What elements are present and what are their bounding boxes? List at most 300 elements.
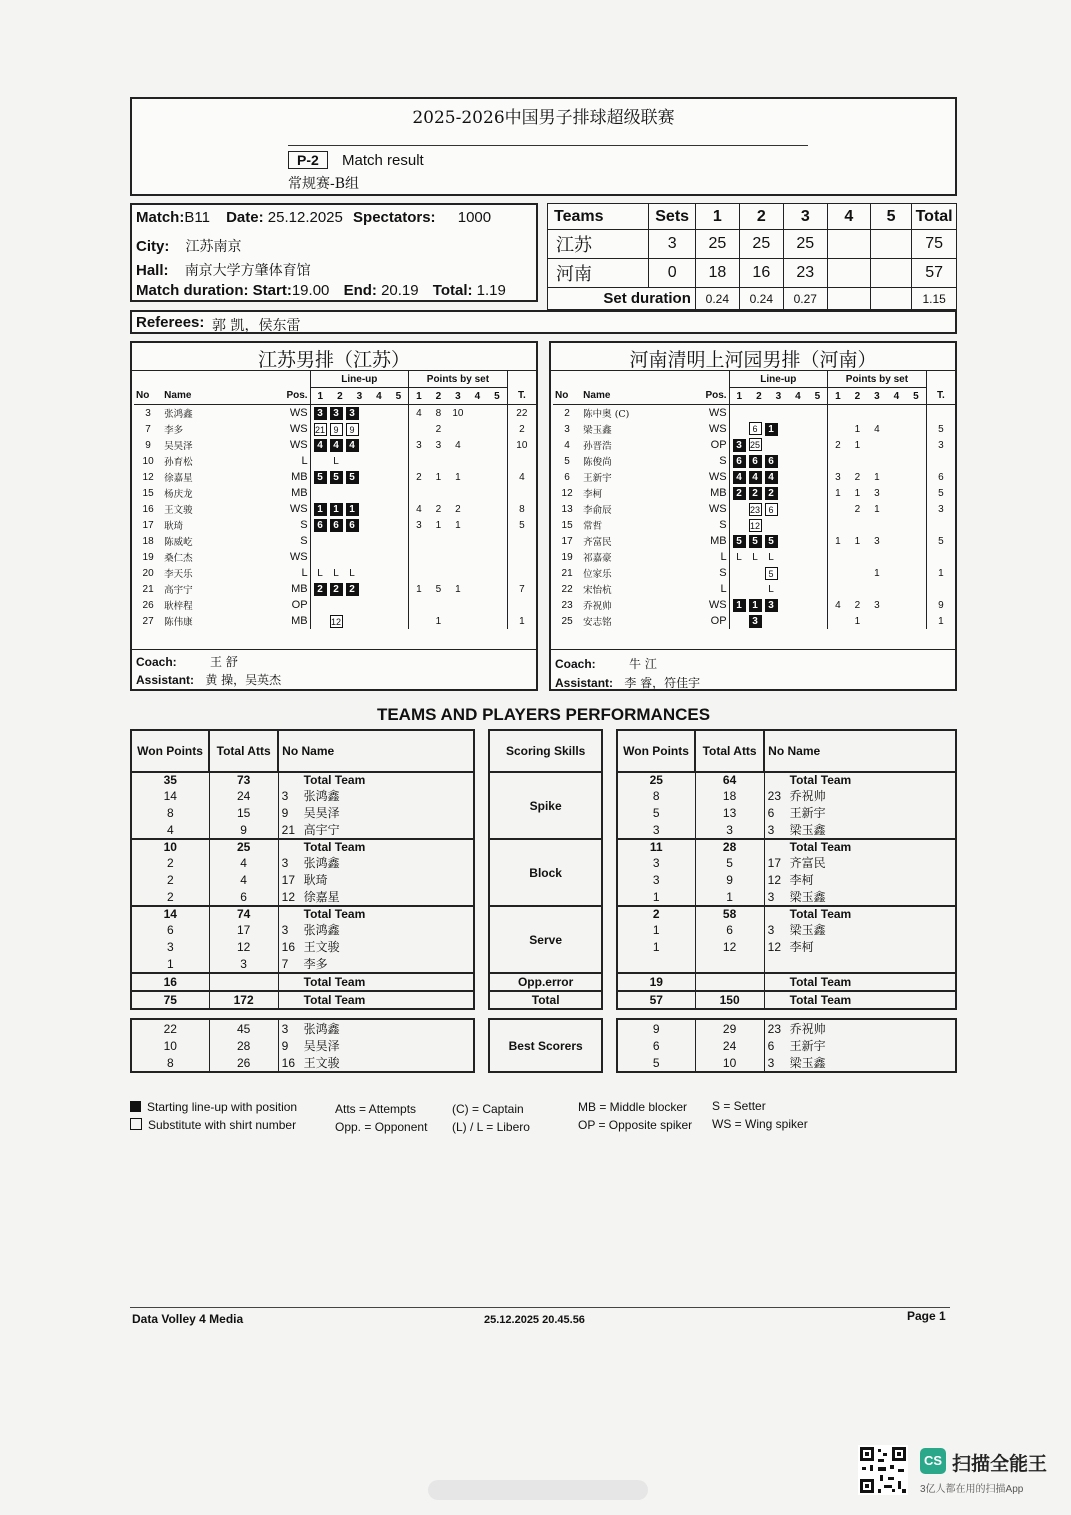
- player-pos: L: [301, 567, 308, 579]
- player-ref: [764, 839, 956, 854]
- player-name: 王新宇: [789, 1039, 826, 1053]
- starter-mark: 4: [330, 439, 343, 452]
- gap: [602, 854, 617, 871]
- set-points: [867, 437, 887, 453]
- set-points: [906, 501, 926, 517]
- player-no: 27: [142, 615, 154, 627]
- player-name: 乔祝帅: [789, 1022, 826, 1036]
- starter-mark: 4: [749, 471, 762, 484]
- player-total: 9: [926, 597, 955, 613]
- scan-bar: [428, 1480, 648, 1500]
- player-total: [926, 405, 955, 422]
- divider: [551, 649, 955, 650]
- player-name: 李柯: [789, 940, 814, 954]
- pos-header: Pos.: [286, 390, 308, 402]
- set-score: [827, 230, 870, 259]
- player-lineup: [729, 613, 828, 629]
- team-a-table-wrap: [134, 371, 536, 629]
- score-header: 4: [827, 204, 870, 230]
- roster-header-spacer: [134, 371, 162, 388]
- set-points: [429, 549, 449, 565]
- total-atts-header: Total Atts: [695, 730, 764, 772]
- player-name: 张鸿鑫: [164, 409, 193, 420]
- player-name: 梁玉鑫: [789, 890, 826, 904]
- score-header: Total: [912, 204, 957, 230]
- set-points: [429, 485, 449, 501]
- player-lineup: [729, 421, 828, 437]
- player-row: [553, 597, 955, 613]
- legend-text: Atts = Attempts: [335, 1102, 417, 1116]
- player-no: 26: [142, 599, 154, 611]
- won-points: 1: [617, 921, 695, 938]
- won-points: 10: [131, 839, 209, 854]
- perf-row: [131, 772, 956, 787]
- set-header: 2: [854, 390, 861, 402]
- player-lineup: [310, 485, 409, 501]
- won-points: 14: [131, 787, 209, 804]
- set-points: 1: [828, 485, 848, 501]
- set-points: [487, 533, 507, 549]
- player-name: 祁嘉豪: [583, 553, 612, 564]
- gap: [602, 921, 617, 938]
- total-atts: 9: [209, 821, 278, 839]
- starter-mark: 3: [346, 407, 359, 420]
- player-name: 梁玉鑫: [789, 923, 826, 937]
- referees-box: [130, 310, 957, 334]
- white-square-icon: [130, 1118, 142, 1130]
- header-box: [130, 97, 957, 196]
- set-points: [828, 613, 848, 629]
- won-points: 3: [617, 821, 695, 839]
- player-no: 16: [281, 940, 296, 954]
- gap: [602, 804, 617, 821]
- league-title: 2025-2026中国男子排球超级联赛: [412, 108, 675, 128]
- no-name-header: No Name: [278, 730, 474, 772]
- player-lineup: [729, 405, 828, 422]
- player-row: [134, 469, 536, 485]
- team-b-table-wrap: [553, 371, 955, 629]
- player-lineup: [310, 437, 409, 453]
- player-row: [134, 533, 536, 549]
- player-name: 梁玉鑫: [789, 823, 826, 837]
- set-points: [468, 613, 488, 629]
- qr-code-icon: [858, 1445, 908, 1495]
- player-pos: S: [719, 455, 727, 467]
- set-points: [409, 613, 429, 629]
- player-name: 高宇宁: [303, 823, 340, 837]
- set-header: 1: [828, 388, 848, 405]
- set-points: [887, 565, 907, 581]
- set-points: [906, 405, 926, 422]
- player-lineup: [310, 613, 409, 629]
- player-row: [553, 533, 955, 549]
- player-name: Total Team: [303, 907, 366, 921]
- starter-mark: 3: [330, 407, 343, 420]
- player-total: 1: [507, 613, 536, 629]
- set-points: 1: [455, 471, 461, 483]
- player-ref: [278, 854, 474, 871]
- no-name-header: No Name: [764, 730, 956, 772]
- set-points: 1: [854, 535, 861, 547]
- won-points: 19: [617, 973, 695, 991]
- player-ref: [764, 787, 956, 804]
- roster-header-spacer: [581, 371, 685, 388]
- skill-label: Total: [489, 991, 602, 1009]
- set-points: [906, 533, 926, 549]
- player-ref: [764, 938, 956, 955]
- set-duration: 0.27: [783, 288, 827, 310]
- player-no: 10: [142, 455, 154, 467]
- legend-text: Starting line-up with position: [147, 1100, 298, 1114]
- set-header: 1: [310, 388, 330, 405]
- player-lineup: [310, 501, 409, 517]
- player-row: [553, 581, 955, 597]
- set-points: [906, 597, 926, 613]
- set-points: 3: [409, 437, 429, 453]
- libero-mark: L: [317, 567, 323, 579]
- set-points: [848, 549, 868, 565]
- player-ref: [764, 871, 956, 888]
- player-no: 3: [281, 856, 289, 870]
- sub-mark: 12: [750, 520, 761, 531]
- coach-label: Coach:: [555, 657, 596, 671]
- player-no: 13: [561, 503, 573, 515]
- set-points: [828, 581, 848, 597]
- player-no: 21: [561, 567, 573, 579]
- player-lineup: [310, 517, 409, 533]
- score-header: Teams: [548, 204, 649, 230]
- set-points: [487, 453, 507, 469]
- starter-mark: 1: [330, 503, 343, 516]
- player-name: 张鸿鑫: [303, 789, 340, 803]
- lineup-header: Line-up: [310, 371, 409, 388]
- player-row: [553, 437, 955, 453]
- referees-value: 郭 凯，侯东雷: [212, 318, 301, 334]
- total-atts: 150: [695, 991, 764, 1009]
- won-points: 25: [617, 772, 695, 787]
- set-points: [448, 485, 468, 501]
- footer-page: Page 1: [907, 1309, 946, 1323]
- set-points: [887, 437, 907, 453]
- player-total: 7: [507, 581, 536, 597]
- player-name: 杨庆龙: [164, 489, 193, 500]
- player-no: 23: [767, 1022, 782, 1036]
- player-no: 9: [281, 806, 289, 820]
- player-total: [507, 453, 536, 469]
- won-points: 16: [131, 973, 209, 991]
- libero-mark: L: [736, 551, 742, 563]
- libero-mark: L: [752, 551, 758, 563]
- duration-line: [136, 282, 506, 299]
- player-row: [134, 565, 536, 581]
- sub-mark: 21: [315, 424, 326, 435]
- set-points: [487, 501, 507, 517]
- set-points: [468, 405, 488, 422]
- player-row: [553, 549, 955, 565]
- gap: [474, 938, 489, 955]
- set-points: [468, 453, 488, 469]
- player-no: 3: [281, 923, 289, 937]
- set-points: [906, 421, 926, 437]
- set-points: [887, 501, 907, 517]
- starter-mark: 3: [749, 615, 762, 628]
- set-points: [429, 533, 449, 549]
- player-lineup: [729, 533, 828, 549]
- player-lineup: [310, 597, 409, 613]
- player-name: Total Team: [303, 993, 366, 1007]
- player-lineup: [310, 581, 409, 597]
- player-no: 12: [767, 940, 782, 954]
- player-no: 17: [142, 519, 154, 531]
- total-value: 1.19: [476, 282, 506, 299]
- player-name: 陈中奥 (C): [583, 409, 630, 420]
- won-points: 5: [617, 804, 695, 821]
- set-points: [887, 549, 907, 565]
- set-points: 1: [435, 519, 442, 531]
- perf-header-row: [131, 730, 956, 772]
- no-header: No: [136, 390, 150, 402]
- starter-mark: 2: [346, 583, 359, 596]
- performance-section: [130, 729, 957, 1073]
- perf-row: [131, 991, 956, 1009]
- gap: [474, 888, 489, 906]
- player-row: [134, 501, 536, 517]
- total-atts: 73: [209, 772, 278, 787]
- set-header: 4: [893, 390, 900, 402]
- set-points: 4: [455, 439, 461, 451]
- total-atts: 10: [695, 1054, 764, 1072]
- set-points: 1: [874, 503, 880, 515]
- gap: [474, 730, 489, 772]
- player-name: Total Team: [303, 840, 366, 854]
- player-lineup: [729, 517, 828, 533]
- set-points: 1: [874, 567, 880, 579]
- set-points: 3: [409, 517, 429, 533]
- set-points: [887, 533, 907, 549]
- player-name: 陈俊尚: [583, 457, 612, 468]
- player-ref: [278, 938, 474, 955]
- player-no: 17: [281, 873, 296, 887]
- set-points: 2: [435, 503, 442, 515]
- gap: [602, 973, 617, 991]
- phase-label: 常规赛-B组: [288, 176, 360, 192]
- set-duration: 0.24: [695, 288, 739, 310]
- set-points: [828, 453, 848, 469]
- player-ref: [764, 973, 956, 991]
- total-atts: 13: [695, 804, 764, 821]
- player-ref: [764, 772, 956, 787]
- player-name: 桑仁杰: [164, 553, 193, 564]
- coach-line: [136, 653, 238, 670]
- set-points: 1: [828, 533, 848, 549]
- sets-cell: 0: [649, 259, 695, 288]
- set-points: 1: [854, 423, 861, 435]
- player-row: [553, 613, 955, 629]
- player-name: 耿琦: [164, 521, 184, 532]
- player-no: 16: [281, 1056, 296, 1070]
- player-total: [926, 581, 955, 597]
- won-points: 35: [131, 772, 209, 787]
- set-points: [887, 597, 907, 613]
- player-no: 15: [561, 519, 573, 531]
- player-row: [134, 581, 536, 597]
- set-score: 16: [739, 259, 783, 288]
- won-points: 1: [617, 938, 695, 955]
- player-pos: WS: [289, 407, 308, 419]
- player-ref: [764, 804, 956, 821]
- gap: [602, 906, 617, 921]
- set-points: [429, 565, 449, 581]
- date-label: Date:: [226, 209, 264, 226]
- city-line: [136, 236, 242, 256]
- set-points: 4: [409, 501, 429, 517]
- player-name: 耿梓程: [164, 601, 193, 612]
- set-points: 2: [409, 469, 429, 485]
- set-points: 1: [854, 487, 861, 499]
- points-header: Points by set: [409, 371, 508, 388]
- set-points: [448, 549, 468, 565]
- score-row-b: [548, 259, 957, 288]
- skill-label: Spike: [489, 772, 602, 839]
- player-no: 9: [145, 439, 151, 451]
- set-points: [409, 485, 429, 501]
- total-label: Total:: [432, 282, 473, 299]
- gap: [602, 1037, 617, 1054]
- assistant-line: [555, 674, 700, 691]
- assistant-line: [136, 671, 281, 688]
- won-points: 2: [131, 888, 209, 906]
- skill-label: Opp.error: [489, 973, 602, 991]
- player-no: 3: [281, 789, 289, 803]
- starter-mark: 5: [733, 535, 746, 548]
- set-points: 2: [435, 423, 442, 435]
- player-ref: [764, 854, 956, 871]
- player-ref: [278, 804, 474, 821]
- set-points: 2: [854, 503, 861, 515]
- player-ref: [764, 906, 956, 921]
- spectators-label: Spectators:: [353, 209, 436, 226]
- starter-mark: 6: [749, 455, 762, 468]
- sub-mark: 23: [750, 504, 761, 515]
- won-points: 2: [617, 906, 695, 921]
- player-total: [926, 453, 955, 469]
- legend-text: Opp. = Opponent: [335, 1120, 428, 1134]
- set-duration-total: 1.15: [912, 288, 957, 310]
- sub-mark: 12: [331, 616, 342, 627]
- player-no: 12: [281, 890, 296, 904]
- legend-col-1: [130, 1098, 297, 1134]
- player-no: 3: [767, 1056, 775, 1070]
- starter-mark: 5: [330, 471, 343, 484]
- player-name: 张鸿鑫: [303, 923, 340, 937]
- player-no: 9: [281, 1039, 289, 1053]
- set-points: [887, 405, 907, 422]
- won-points: 75: [131, 991, 209, 1009]
- libero-mark: L: [768, 551, 774, 563]
- set-points: [468, 469, 488, 485]
- player-pos: WS: [289, 439, 308, 451]
- set-points: [906, 581, 926, 597]
- total-atts: 1: [695, 888, 764, 906]
- starter-mark: 4: [733, 471, 746, 484]
- player-name: 李俞辰: [583, 505, 612, 516]
- player-total: 8: [507, 501, 536, 517]
- won-points: 22: [131, 1019, 209, 1037]
- starter-mark: 3: [733, 439, 746, 452]
- legend-text: (C) = Captain: [452, 1102, 524, 1116]
- player-pos: MB: [710, 535, 727, 547]
- hall-line: [136, 260, 311, 280]
- player-name: 吴昊泽: [303, 806, 340, 820]
- starter-mark: 1: [765, 423, 778, 436]
- set-points: [867, 405, 887, 422]
- player-lineup: [310, 469, 409, 485]
- set-points: [487, 565, 507, 581]
- set-points: [448, 597, 468, 613]
- coach-label: Coach:: [136, 655, 177, 669]
- legend-text: Substitute with shirt number: [148, 1118, 297, 1132]
- starter-mark: 2: [733, 487, 746, 500]
- player-pos: WS: [708, 471, 727, 483]
- set-duration-row: [548, 288, 957, 310]
- set-points: [468, 549, 488, 565]
- end-value: 20.19: [381, 282, 419, 299]
- player-no: 19: [142, 551, 154, 563]
- set-duration: [827, 288, 870, 310]
- total-score: 57: [912, 259, 957, 288]
- set-points: 2: [854, 471, 861, 483]
- player-row: [553, 421, 955, 437]
- won-points: [617, 955, 695, 973]
- player-total: [507, 533, 536, 549]
- set-header: 3: [775, 390, 782, 402]
- starter-mark: 1: [346, 503, 359, 516]
- player-row: [553, 469, 955, 485]
- black-square-icon: [130, 1101, 141, 1112]
- player-no: 12: [767, 873, 782, 887]
- team-a-roster: [130, 341, 538, 691]
- set-score: 25: [739, 230, 783, 259]
- starter-mark: 6: [346, 519, 359, 532]
- sets-cell: 3: [649, 230, 695, 259]
- player-pos: WS: [708, 599, 727, 611]
- player-pos: S: [300, 519, 308, 531]
- player-name: 李天乐: [164, 569, 193, 580]
- player-no: 3: [767, 923, 775, 937]
- set-points: [468, 421, 488, 437]
- player-row: [553, 501, 955, 517]
- match-line: [136, 209, 491, 226]
- set-points: [848, 517, 868, 533]
- total-atts: [695, 973, 764, 991]
- total-atts: 12: [695, 938, 764, 955]
- score-header: 3: [783, 204, 827, 230]
- perf-row: [131, 906, 956, 921]
- player-no: 23: [561, 599, 573, 611]
- player-ref: [278, 772, 474, 787]
- won-points: 8: [617, 787, 695, 804]
- starter-mark: 5: [749, 535, 762, 548]
- starter-mark: 2: [765, 487, 778, 500]
- won-points: 57: [617, 991, 695, 1009]
- sub-mark: 5: [765, 567, 778, 580]
- roster-header-spacer: [162, 371, 266, 388]
- player-row: [134, 597, 536, 613]
- player-ref: [278, 955, 474, 973]
- player-name: 李柯: [583, 489, 603, 500]
- starter-mark: 6: [314, 519, 327, 532]
- total-atts: 172: [209, 991, 278, 1009]
